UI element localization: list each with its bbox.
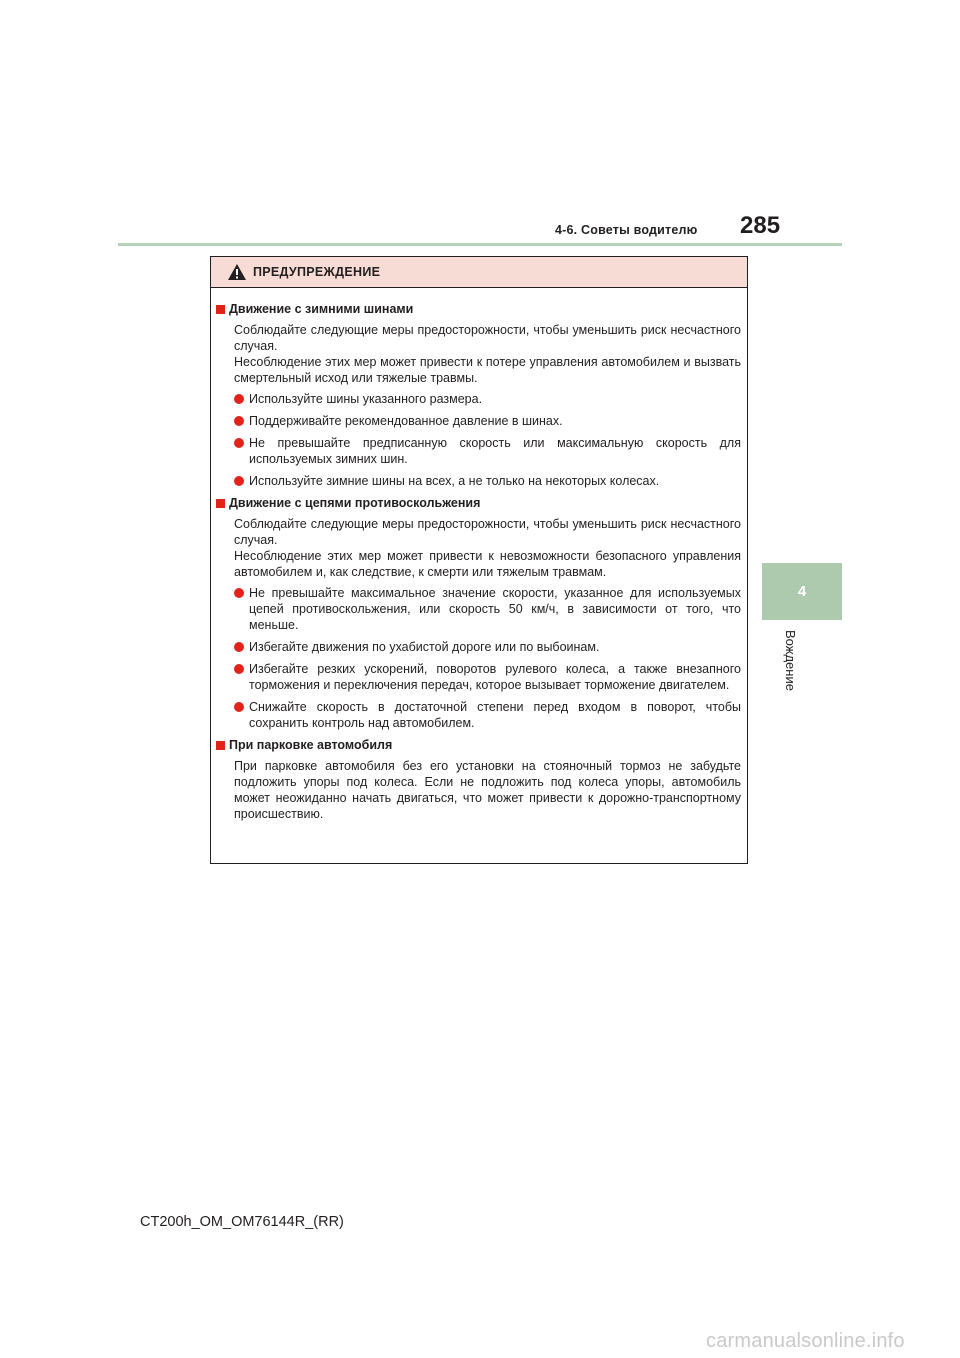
section-heading-text: Движение с цепями противоскольжения — [229, 496, 481, 510]
red-dot-icon — [234, 438, 244, 448]
watermark: carmanualsonline.info — [706, 1330, 905, 1352]
chapter-tab: 4 — [762, 563, 842, 620]
section-heading-text: При парковке автомобиля — [229, 738, 393, 752]
bullet-text: Используйте зимние шины на всех, а не только на некоторых колесах. — [249, 474, 660, 488]
bullet-text: Поддерживайте рекомендованное давление в шинах. — [249, 414, 563, 428]
red-dot-icon — [234, 642, 244, 652]
section-paragraph: При парковке автомобиля без его установки на стояночный тормоз не забудьте подложить упоры под колеса. Если не подложить под колеса упоры, автомобиль может неожиданно начать двигаться, что может привести к дорожно-транспортному происшествию. — [234, 759, 741, 821]
bullet-item — [234, 391, 741, 407]
section-paragraph: Несоблюдение этих мер может привести к потере управления автомобилем и вызвать смертельный исход или тяжелые травмы. — [234, 355, 741, 385]
bullet-item — [234, 413, 741, 429]
bullet-item — [234, 435, 741, 467]
bullet-item — [234, 473, 741, 489]
red-square-icon — [216, 741, 225, 750]
red-dot-icon — [234, 416, 244, 426]
bullet-text: Снижайте скорость в достаточной степени перед входом в поворот, чтобы сохранить контроль над автомобилем. — [249, 700, 741, 730]
bullet-text: Избегайте движения по ухабистой дороге или по выбоинам. — [249, 640, 600, 654]
red-square-icon — [216, 305, 225, 314]
section-paragraph: Соблюдайте следующие меры предосторожности, чтобы уменьшить риск несчастного случая. — [234, 517, 741, 547]
red-dot-icon — [234, 588, 244, 598]
bullet-item — [234, 699, 741, 731]
footer-model-code: CT200h_OM_OM76144R_(RR) — [140, 1214, 344, 1230]
warning-section — [216, 301, 741, 489]
section-heading — [216, 737, 741, 753]
bullet-text: Используйте шины указанного размера. — [249, 392, 483, 406]
bullet-text: Избегайте резких ускорений, поворотов рулевого колеса, а также внезапного торможения и переключения передач, которое вызывает торможение двигателем. — [249, 662, 741, 692]
warning-header — [211, 257, 747, 288]
warning-triangle-icon — [227, 263, 247, 281]
bullet-text: Не превышайте предписанную скорость или максимальную скорость для используемых зимних шин. — [249, 436, 741, 466]
red-dot-icon — [234, 394, 244, 404]
red-square-icon — [216, 499, 225, 508]
bullet-item — [234, 661, 741, 693]
bullet-item — [234, 639, 741, 655]
warning-box — [210, 256, 748, 864]
red-dot-icon — [234, 702, 244, 712]
bullet-item — [234, 585, 741, 633]
warning-section — [216, 737, 741, 822]
chapter-tab-label: Вождение — [783, 630, 798, 691]
section-heading — [216, 495, 741, 511]
warning-section — [216, 495, 741, 731]
section-heading — [216, 301, 741, 317]
header-divider — [118, 243, 842, 246]
warning-title: ПРЕДУПРЕЖДЕНИЕ — [253, 265, 381, 279]
section-paragraph: Несоблюдение этих мер может привести к невозможности безопасного управления автомобилем и, как следствие, к смерти или тяжелым травмам. — [234, 549, 741, 579]
red-dot-icon — [234, 476, 244, 486]
section-paragraph: Соблюдайте следующие меры предосторожности, чтобы уменьшить риск несчастного случая. — [234, 323, 741, 353]
section-heading-text: Движение с зимними шинами — [229, 302, 414, 316]
page-number: 285 — [740, 212, 781, 239]
warning-body — [211, 288, 747, 822]
bullet-text: Не превышайте максимальное значение скорости, указанное для используемых цепей противоскольжения, или скорость 50 км/ч, в зависимости от того, что меньше. — [249, 586, 741, 632]
red-dot-icon — [234, 664, 244, 674]
running-header-section: 4-6. Советы водителю — [555, 223, 698, 237]
